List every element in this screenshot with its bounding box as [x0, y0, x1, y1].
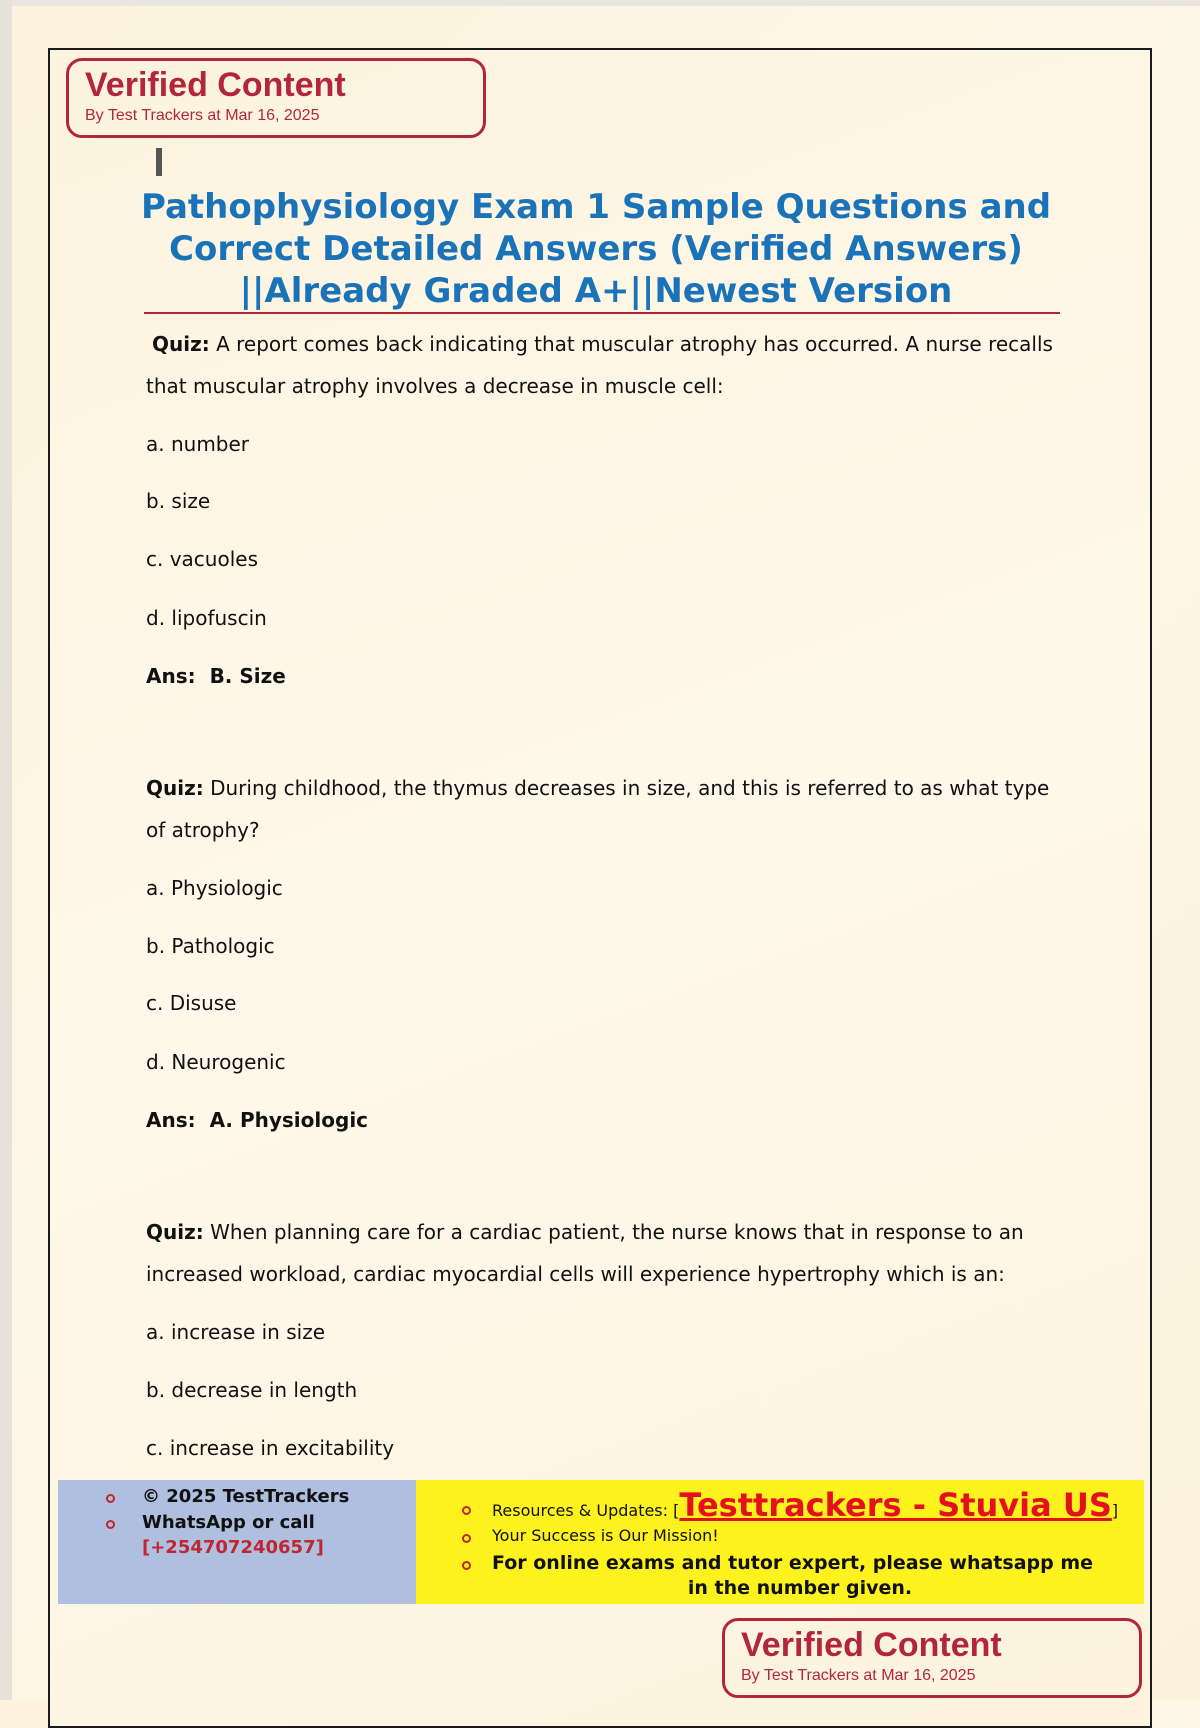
- question-2-option-d: d. Neurogenic: [146, 1050, 286, 1074]
- footer-contact-box: [58, 1480, 416, 1604]
- question-3-text-1: When planning care for a cardiac patient, the nurse knows that in response to an: [210, 1220, 1024, 1244]
- resources-line: [492, 1486, 1118, 1530]
- footer-mission: Your Success is Our Mission!: [492, 1526, 719, 1545]
- question-1-option-a: a. number: [146, 432, 250, 456]
- question-1-option-d: d. lipofuscin: [146, 606, 267, 630]
- question-2-option-b: b. Pathologic: [146, 934, 275, 958]
- question-1-option-d-line: [146, 606, 267, 630]
- title-line-3: ||Already Graded A+||Newest Version: [239, 271, 953, 311]
- question-2-option-c: c. Disuse: [146, 991, 237, 1015]
- stamp-title: Verified Content: [741, 1626, 1002, 1664]
- quiz-label: Quiz:: [146, 776, 204, 800]
- question-2-text-1: During childhood, the thymus decreases in size, and this is referred to as what type: [210, 776, 1050, 800]
- question-2-answer-value: A. Physiologic: [209, 1108, 369, 1132]
- bullet-icon: [106, 1520, 115, 1529]
- footer-whatsapp-label: WhatsApp or call: [142, 1512, 315, 1533]
- question-2-option-a: a. Physiologic: [146, 876, 283, 900]
- quiz-label: Quiz:: [152, 332, 210, 356]
- bullet-icon: [106, 1494, 115, 1503]
- stamp-subtitle: By Test Trackers at Mar 16, 2025: [85, 107, 320, 124]
- top-edge-shadow: [0, 0, 1200, 6]
- question-3-text-2: increased workload, cardiac myocardial cells will experience hypertrophy which is an:: [146, 1262, 1005, 1286]
- footer-online-line-1: For online exams and tutor expert, please whatsapp me: [492, 1552, 1094, 1574]
- ans-label: Ans:: [146, 1108, 196, 1132]
- document-page: [48, 48, 1152, 1728]
- left-edge-shadow: [0, 0, 12, 1700]
- question-1-option-b: b. size: [146, 489, 211, 513]
- bullet-icon: [462, 1561, 471, 1570]
- question-1-text-1: A report comes back indicating that muscular atrophy has occurred. A nurse recalls: [216, 332, 1053, 356]
- question-3-line-1: [146, 1220, 1024, 1244]
- title-line-1: Pathophysiology Exam 1 Sample Questions and: [140, 187, 1052, 227]
- question-3-option-c: c. increase in excitability: [146, 1436, 395, 1460]
- resources-label: Resources & Updates: [: [492, 1501, 680, 1520]
- question-2-answer: [146, 1108, 368, 1132]
- question-3-option-a: a. increase in size: [146, 1320, 325, 1344]
- question-1-text-2: that muscular atrophy involves a decrease in muscle cell:: [146, 374, 724, 398]
- stuvia-link[interactable]: Testtrackers - Stuvia US: [679, 1486, 1112, 1524]
- text-cursor: [156, 148, 162, 176]
- verified-stamp-bottom: [722, 1618, 1142, 1698]
- footer-resources-box: [416, 1480, 1144, 1604]
- footer-online-line-2: in the number given.: [687, 1577, 913, 1599]
- bullet-icon: [462, 1534, 471, 1543]
- question-3-option-b: b. decrease in length: [146, 1378, 358, 1402]
- stamp-title: Verified Content: [85, 66, 346, 104]
- question-1-answer-value: B. Size: [209, 664, 286, 688]
- question-1-option-c: c. vacuoles: [146, 547, 258, 571]
- verified-stamp-top: [66, 58, 486, 138]
- question-2-text-2: of atrophy?: [146, 818, 260, 842]
- title-underline: [144, 312, 1060, 314]
- stamp-subtitle: By Test Trackers at Mar 16, 2025: [741, 1667, 976, 1684]
- ans-label: Ans:: [146, 664, 196, 688]
- quiz-label: Quiz:: [146, 1220, 204, 1244]
- footer-copyright: © 2025 TestTrackers: [142, 1486, 350, 1507]
- resources-close: ]: [1111, 1501, 1119, 1520]
- title-line-2: Correct Detailed Answers (Verified Answers): [169, 229, 1023, 269]
- question-1-line-1: [152, 332, 1053, 356]
- bullet-icon: [462, 1506, 471, 1515]
- footer-phone[interactable]: [+254707240657]: [142, 1537, 324, 1558]
- question-1-answer: [146, 664, 286, 688]
- question-2-line-1: [146, 776, 1049, 800]
- document-title: [138, 186, 1054, 312]
